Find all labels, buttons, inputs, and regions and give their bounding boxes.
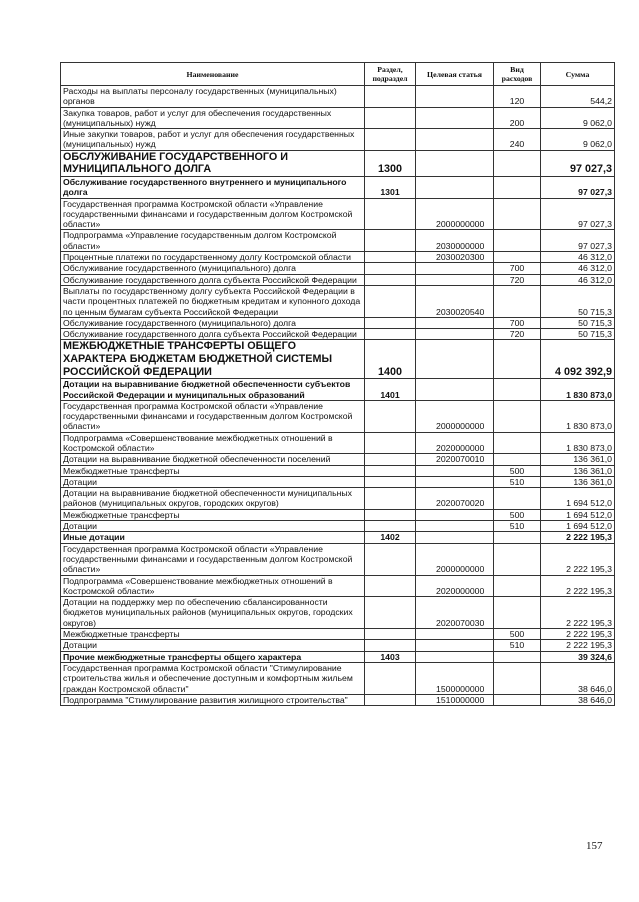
cell-section xyxy=(365,476,416,487)
table-row xyxy=(61,379,615,401)
cell-expense xyxy=(494,532,541,543)
cell-name: Обслуживание государственного (муниципального) долга xyxy=(61,317,365,328)
cell-name: Межбюджетные трансферты xyxy=(61,509,365,520)
cell-sum: 38 646,0 xyxy=(541,694,615,705)
cell-target xyxy=(416,532,494,543)
cell-expense xyxy=(494,176,541,198)
cell-section xyxy=(365,488,416,510)
cell-sum: 136 361,0 xyxy=(541,465,615,476)
cell-section: 1301 xyxy=(365,176,416,198)
cell-sum: 9 062,0 xyxy=(541,107,615,129)
cell-expense: 510 xyxy=(494,476,541,487)
cell-section xyxy=(365,509,416,520)
cell-name: Дотации на выравнивание бюджетной обеспеченности поселений xyxy=(61,454,365,465)
table-row xyxy=(61,329,615,340)
cell-expense: 240 xyxy=(494,129,541,151)
cell-sum: 97 027,3 xyxy=(541,150,615,176)
cell-sum: 136 361,0 xyxy=(541,476,615,487)
cell-section: 1403 xyxy=(365,651,416,662)
cell-name: МЕЖБЮДЖЕТНЫЕ ТРАНСФЕРТЫ ОБЩЕГО ХАРАКТЕРА БЮДЖЕТАМ БЮДЖЕТНОЙ СИСТЕМЫ РОССИЙСКОЙ ФЕДЕРАЦИИ xyxy=(61,340,365,379)
table-row xyxy=(61,432,615,454)
cell-sum: 2 222 195,3 xyxy=(541,640,615,651)
cell-section xyxy=(365,86,416,108)
table-row xyxy=(61,454,615,465)
cell-target xyxy=(416,629,494,640)
cell-expense xyxy=(494,252,541,263)
cell-expense xyxy=(494,662,541,694)
cell-name: Подпрограмма «Совершенствование межбюджетных отношений в Костромской области» xyxy=(61,432,365,454)
cell-target xyxy=(416,150,494,176)
header-expense: Вид расходов xyxy=(494,63,541,86)
cell-name: Расходы на выплаты персоналу государственных (муниципальных) органов xyxy=(61,86,365,108)
cell-sum: 2 222 195,3 xyxy=(541,543,615,575)
cell-target: 2020070010 xyxy=(416,454,494,465)
budget-table xyxy=(60,62,615,706)
cell-name: Обслуживание государственного долга субъекта Российской Федерации xyxy=(61,274,365,285)
cell-sum: 2 222 195,3 xyxy=(541,575,615,597)
cell-sum: 97 027,3 xyxy=(541,198,615,230)
cell-name: Подпрограмма «Управление государственным долгом Костромской области» xyxy=(61,230,365,252)
cell-target xyxy=(416,86,494,108)
cell-name: Государственная программа Костромской области "Стимулирование строительства жилья и обеспечение доступным и комфортным жильем граждан Костромской области" xyxy=(61,662,365,694)
cell-target xyxy=(416,340,494,379)
cell-sum: 136 361,0 xyxy=(541,454,615,465)
cell-target xyxy=(416,465,494,476)
cell-section xyxy=(365,285,416,317)
cell-expense xyxy=(494,694,541,705)
cell-sum: 2 222 195,3 xyxy=(541,629,615,640)
cell-expense xyxy=(494,379,541,401)
cell-expense xyxy=(494,597,541,629)
table-row xyxy=(61,263,615,274)
cell-target xyxy=(416,274,494,285)
table-row xyxy=(61,274,615,285)
cell-name: Закупка товаров, работ и услуг для обеспечения государственных (муниципальных) нужд xyxy=(61,107,365,129)
cell-sum: 38 646,0 xyxy=(541,662,615,694)
cell-section: 1402 xyxy=(365,532,416,543)
table-row xyxy=(61,340,615,379)
page-number: 157 xyxy=(586,840,603,852)
cell-target xyxy=(416,176,494,198)
cell-name: Дотации на выравнивание бюджетной обеспеченности субъектов Российской Федерации и муниципальных образований xyxy=(61,379,365,401)
table-row xyxy=(61,476,615,487)
cell-target xyxy=(416,640,494,651)
table-row xyxy=(61,317,615,328)
cell-target xyxy=(416,521,494,532)
cell-expense: 720 xyxy=(494,274,541,285)
cell-target xyxy=(416,509,494,520)
table-row xyxy=(61,532,615,543)
cell-name: Подпрограмма "Стимулирование развития жилищного строительства" xyxy=(61,694,365,705)
table-row xyxy=(61,285,615,317)
cell-section xyxy=(365,317,416,328)
cell-section xyxy=(365,263,416,274)
cell-sum: 50 715,3 xyxy=(541,317,615,328)
cell-section xyxy=(365,400,416,432)
cell-expense: 500 xyxy=(494,629,541,640)
cell-name: Государственная программа Костромской области «Управление государственными финансами и государственным долгом Костромской области» xyxy=(61,400,365,432)
table-row xyxy=(61,509,615,520)
cell-name: Дотации на поддержку мер по обеспечению сбалансированности бюджетов муниципальных районов (муниципальных округов, городских округов) xyxy=(61,597,365,629)
cell-target: 2020070020 xyxy=(416,488,494,510)
header-sum: Сумма xyxy=(541,63,615,86)
cell-sum: 544,2 xyxy=(541,86,615,108)
budget-table-page xyxy=(60,62,614,706)
cell-section xyxy=(365,274,416,285)
cell-target xyxy=(416,107,494,129)
table-row xyxy=(61,488,615,510)
cell-sum: 1 694 512,0 xyxy=(541,488,615,510)
cell-expense xyxy=(494,340,541,379)
cell-name: Дотации xyxy=(61,521,365,532)
cell-section: 1400 xyxy=(365,340,416,379)
table-row xyxy=(61,107,615,129)
cell-section xyxy=(365,107,416,129)
cell-section xyxy=(365,454,416,465)
header-section: Раздел, подраздел xyxy=(365,63,416,86)
cell-name: Иные закупки товаров, работ и услуг для обеспечения государственных (муниципальных) нужд xyxy=(61,129,365,151)
cell-target xyxy=(416,379,494,401)
cell-expense: 120 xyxy=(494,86,541,108)
cell-sum: 50 715,3 xyxy=(541,329,615,340)
cell-section xyxy=(365,129,416,151)
cell-expense: 200 xyxy=(494,107,541,129)
table-row xyxy=(61,198,615,230)
cell-target: 2030020300 xyxy=(416,252,494,263)
table-row xyxy=(61,230,615,252)
table-row xyxy=(61,543,615,575)
cell-sum: 1 830 873,0 xyxy=(541,432,615,454)
cell-sum: 46 312,0 xyxy=(541,274,615,285)
cell-section xyxy=(365,252,416,263)
cell-target xyxy=(416,476,494,487)
table-row xyxy=(61,662,615,694)
cell-expense: 700 xyxy=(494,263,541,274)
cell-sum: 1 830 873,0 xyxy=(541,379,615,401)
cell-sum: 97 027,3 xyxy=(541,176,615,198)
cell-expense xyxy=(494,432,541,454)
table-row xyxy=(61,176,615,198)
cell-name: Государственная программа Костромской области «Управление государственными финансами и государственным долгом Костромской области» xyxy=(61,543,365,575)
cell-name: Межбюджетные трансферты xyxy=(61,465,365,476)
cell-name: Дотации xyxy=(61,640,365,651)
cell-expense: 720 xyxy=(494,329,541,340)
cell-section xyxy=(365,597,416,629)
cell-expense: 500 xyxy=(494,509,541,520)
table-row xyxy=(61,400,615,432)
table-row xyxy=(61,129,615,151)
cell-sum: 39 324,6 xyxy=(541,651,615,662)
cell-target: 1500000000 xyxy=(416,662,494,694)
cell-target: 2030000000 xyxy=(416,230,494,252)
table-body xyxy=(61,86,615,706)
cell-sum: 50 715,3 xyxy=(541,285,615,317)
header-target: Целевая статья xyxy=(416,63,494,86)
cell-name: ОБСЛУЖИВАНИЕ ГОСУДАРСТВЕННОГО И МУНИЦИПАЛЬНОГО ДОЛГА xyxy=(61,150,365,176)
cell-expense xyxy=(494,651,541,662)
cell-section xyxy=(365,198,416,230)
header-name: Наименование xyxy=(61,63,365,86)
cell-sum: 4 092 392,9 xyxy=(541,340,615,379)
cell-name: Подпрограмма «Совершенствование межбюджетных отношений в Костромской области» xyxy=(61,575,365,597)
cell-section xyxy=(365,543,416,575)
table-row xyxy=(61,651,615,662)
cell-section xyxy=(365,694,416,705)
cell-target: 2020070030 xyxy=(416,597,494,629)
cell-expense xyxy=(494,198,541,230)
cell-section xyxy=(365,640,416,651)
cell-sum: 46 312,0 xyxy=(541,252,615,263)
table-row xyxy=(61,694,615,705)
table-row xyxy=(61,640,615,651)
cell-section xyxy=(365,432,416,454)
table-row xyxy=(61,465,615,476)
cell-name: Межбюджетные трансферты xyxy=(61,629,365,640)
cell-target xyxy=(416,329,494,340)
cell-expense xyxy=(494,230,541,252)
cell-name: Обслуживание государственного (муниципального) долга xyxy=(61,263,365,274)
table-row xyxy=(61,597,615,629)
cell-target: 2030020540 xyxy=(416,285,494,317)
cell-expense xyxy=(494,400,541,432)
cell-target xyxy=(416,651,494,662)
cell-expense xyxy=(494,575,541,597)
cell-target: 1510000000 xyxy=(416,694,494,705)
cell-name: Процентные платежи по государственному долгу Костромской области xyxy=(61,252,365,263)
cell-expense xyxy=(494,150,541,176)
cell-section: 1300 xyxy=(365,150,416,176)
table-row xyxy=(61,575,615,597)
cell-section xyxy=(365,329,416,340)
cell-section: 1401 xyxy=(365,379,416,401)
cell-expense: 700 xyxy=(494,317,541,328)
cell-expense xyxy=(494,488,541,510)
cell-sum: 1 694 512,0 xyxy=(541,509,615,520)
cell-sum: 46 312,0 xyxy=(541,263,615,274)
cell-section xyxy=(365,521,416,532)
cell-name: Выплаты по государственному долгу субъекта Российской Федерации в части процентных платежей по бюджетным кредитам и купонного дохода по ценным бумагам субъекта Российской Федерации xyxy=(61,285,365,317)
cell-name: Обслуживание государственного внутреннего и муниципального долга xyxy=(61,176,365,198)
cell-name: Прочие межбюджетные трансферты общего характера xyxy=(61,651,365,662)
cell-sum: 2 222 195,3 xyxy=(541,532,615,543)
cell-section xyxy=(365,662,416,694)
cell-name: Иные дотации xyxy=(61,532,365,543)
table-row xyxy=(61,252,615,263)
cell-sum: 2 222 195,3 xyxy=(541,597,615,629)
cell-name: Обслуживание государственного долга субъекта Российской Федерации xyxy=(61,329,365,340)
cell-name: Дотации xyxy=(61,476,365,487)
cell-section xyxy=(365,575,416,597)
cell-expense xyxy=(494,543,541,575)
cell-target xyxy=(416,129,494,151)
cell-target: 2020000000 xyxy=(416,432,494,454)
cell-target: 2020000000 xyxy=(416,575,494,597)
cell-expense: 500 xyxy=(494,465,541,476)
cell-section xyxy=(365,465,416,476)
table-row xyxy=(61,150,615,176)
table-row xyxy=(61,86,615,108)
table-row xyxy=(61,521,615,532)
cell-target: 2000000000 xyxy=(416,400,494,432)
cell-sum: 1 694 512,0 xyxy=(541,521,615,532)
cell-target: 2000000000 xyxy=(416,198,494,230)
cell-expense xyxy=(494,454,541,465)
cell-sum: 9 062,0 xyxy=(541,129,615,151)
cell-target xyxy=(416,317,494,328)
cell-section xyxy=(365,230,416,252)
cell-name: Государственная программа Костромской области «Управление государственными финансами и государственным долгом Костромской области» xyxy=(61,198,365,230)
cell-target: 2000000000 xyxy=(416,543,494,575)
table-header-row xyxy=(61,63,615,86)
table-row xyxy=(61,629,615,640)
cell-target xyxy=(416,263,494,274)
cell-expense: 510 xyxy=(494,640,541,651)
cell-name: Дотации на выравнивание бюджетной обеспеченности муниципальных районов (муниципальных округов, городских округов) xyxy=(61,488,365,510)
cell-expense: 510 xyxy=(494,521,541,532)
cell-section xyxy=(365,629,416,640)
cell-sum: 97 027,3 xyxy=(541,230,615,252)
cell-expense xyxy=(494,285,541,317)
cell-sum: 1 830 873,0 xyxy=(541,400,615,432)
